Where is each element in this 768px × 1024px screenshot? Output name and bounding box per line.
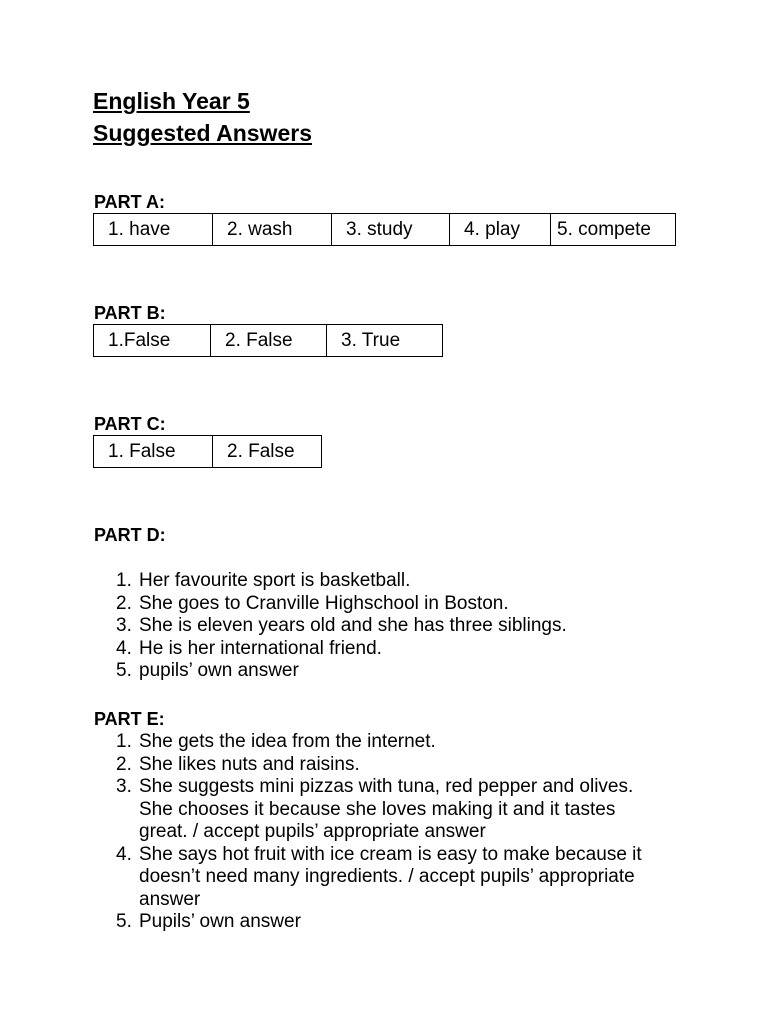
part-a-answer-2: 2. wash [213, 214, 332, 246]
part-b-answer-3: 3. True [327, 325, 443, 357]
list-item [116, 593, 696, 616]
part-c-table [93, 435, 322, 468]
list-item [116, 638, 696, 661]
part-e-list [116, 731, 656, 934]
item-text: She gets the idea from the internet. [139, 731, 436, 752]
item-number: 3. [116, 615, 132, 636]
list-item [116, 844, 656, 912]
part-d-list [116, 570, 696, 683]
part-a-label: PART A: [94, 192, 165, 212]
part-b-row [94, 325, 443, 357]
part-a-answer-3: 3. study [332, 214, 450, 246]
part-a-table [93, 213, 676, 246]
part-c-row [94, 436, 322, 468]
list-item [116, 754, 656, 777]
part-a-answer-5: 5. compete [551, 214, 676, 246]
part-c-label: PART C: [94, 414, 166, 434]
item-text: She says hot fruit with ice cream is easy to make because it doesn’t need many ingredients. / accept pupils’ appropriate answer [139, 843, 642, 910]
item-number: 2. [116, 753, 132, 775]
item-number: 4. [116, 843, 132, 865]
item-number: 2. [116, 592, 132, 614]
item-number: 5. [116, 911, 132, 932]
item-text: He is her international friend. [139, 637, 382, 659]
list-item [116, 570, 696, 593]
document-subtitle: Suggested Answers [93, 120, 312, 146]
item-number: 4. [116, 637, 132, 659]
part-b-answer-1: 1.False [94, 325, 211, 357]
part-b-answer-2: 2. False [211, 325, 327, 357]
list-item [116, 615, 696, 638]
item-text: She goes to Cranville Highschool in Boston. [139, 592, 509, 614]
part-a-answer-1: 1. have [94, 214, 213, 246]
list-item [116, 776, 656, 844]
part-b-label: PART B: [94, 303, 166, 323]
item-text: She suggests mini pizzas with tuna, red pepper and olives. She chooses it because she loves making it and it tastes great. / accept pupils’ appropriate answer [139, 776, 634, 842]
part-a-row [94, 214, 676, 246]
item-text: pupils’ own answer [139, 660, 299, 681]
item-number: 1. [116, 570, 132, 591]
item-number: 1. [116, 731, 132, 752]
part-c-answer-2: 2. False [213, 436, 322, 468]
part-e-label: PART E: [94, 709, 165, 729]
list-item [116, 731, 656, 754]
item-number: 5. [116, 660, 132, 681]
part-a-answer-4: 4. play [450, 214, 551, 246]
document-title: English Year 5 [93, 88, 250, 114]
item-number: 3. [116, 776, 132, 797]
item-text: She is eleven years old and she has three siblings. [139, 615, 567, 636]
item-text: She likes nuts and raisins. [139, 753, 360, 775]
part-c-answer-1: 1. False [94, 436, 213, 468]
item-text: Pupils’ own answer [139, 911, 301, 932]
part-d-label: PART D: [94, 525, 166, 545]
list-item [116, 911, 656, 934]
item-text: Her favourite sport is basketball. [139, 570, 411, 591]
part-b-table [93, 324, 443, 357]
list-item [116, 660, 696, 683]
